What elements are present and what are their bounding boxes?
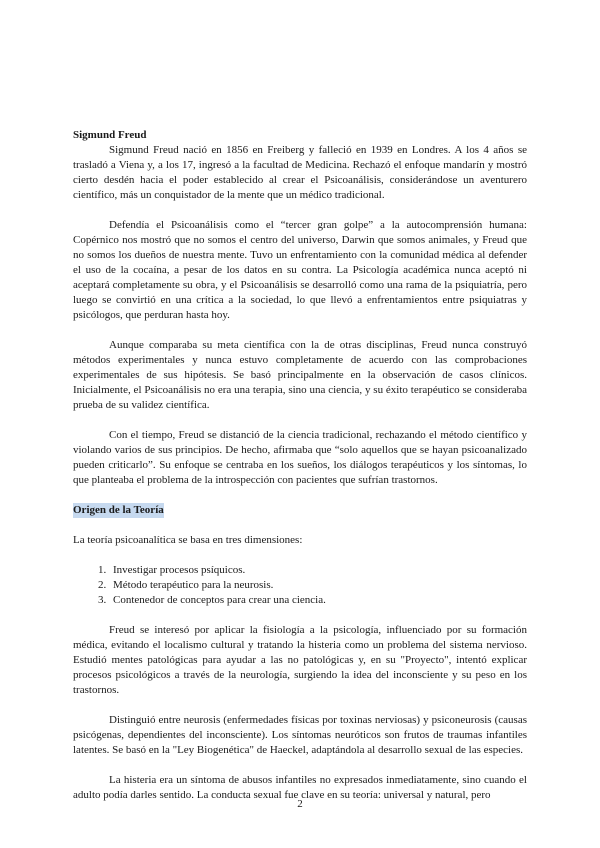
spacer [73,203,527,218]
list-item: 3. Contenedor de conceptos para crear una ciencia. [109,593,527,608]
paragraph-birth: Sigmund Freud nació en 1856 en Freiberg y falleció en 1939 en Londres. A los 4 años se trasladó a Viena y, a los 17, ingresó a la facultad de Medicina. Rechazó el enfoque mandarín y mostró cierto desdén hacia el poder establecido al crear el Psicoanálisis, considerándose un aventurero científico, más un conquistador de la mente que un médico tradicional. [73,144,527,201]
list-item: 1. Investigar procesos psíquicos. [109,563,527,578]
paragraph-physiology: Freud se interesó por aplicar la fisiología a la psicología, influenciado por su formación médica, evitando el localismo cultural y tratando la histeria como un problema del sistema nervioso. Estudió mentes patológicas para ayudar a las no patológicas y, en su "Proyecto", intentó explicar procesos psicológicos a través de la neurología, surgiendo la idea del inconsciente y su peso en los trastornos. [73,624,527,696]
section-intro: La teoría psicoanalítica se basa en tres dimensiones: [73,534,303,546]
spacer [73,413,527,428]
page-number: 2 [297,798,303,810]
spacer [73,758,527,773]
paragraph-scientific-goal: Aunque comparaba su meta científica con la de otras disciplinas, Freud nunca construyó métodos experimentales y nunca estuvo completamente de acuerdo con las comprobaciones experimentales de sus hipótesis. Se basó principalmente en la observación de casos clínicos. Inicialmente, el Psicoanálisis no era una terapia, sino una ciencia, y su éxito terapéutico se consideraba prueba de su validez científica. [73,339,527,411]
spacer [73,518,527,533]
paragraph-distancing: Con el tiempo, Freud se distanció de la ciencia tradicional, rechazando el método científico y violando varios de sus principios. De hecho, afirmaba que “solo aquellos que se hayan psicoanalizado pueden criticarlo”. Su enfoque se centraba en los sueños, los diálogos terapéuticos y los síntomas, lo que planteaba el problema de la introspección con pacientes que sufrían trastornos. [73,429,527,486]
spacer [73,608,527,623]
spacer [73,488,527,503]
section-heading-origin: Origen de la Teoría [73,504,164,516]
paragraph-third-blow: Defendía el Psicoanálisis como el “tercer gran golpe” a la autocomprensión humana: Copérnico nos mostró que no somos el centro del universo, Darwin que somos animales, y Freud que no somos los dueños de nuestra mente. Tuvo un enfrentamiento con la comunidad médica al defender el uso de la cocaína, a pesar de los datos en su contra. La Psicología académica nunca aceptó ni aceptará completamente su obra, y el Psicoanálisis se desarrolló como una rama de la psiquiatría, pero luego se convirtió en una crítica a la sociedad, lo que llevó a enfrentamientos entre psiquiatras y psicólogos, que perduran hasta hoy. [73,219,527,321]
spacer [73,698,527,713]
spacer [73,548,527,563]
paragraph-neurosis: Distinguió entre neurosis (enfermedades físicas por toxinas nerviosas) y psiconeurosis (causas psicógenas, dependientes del inconsciente). Los síntomas neuróticos son frutos de traumas infantiles latentes. Se basó en la "Ley Biogenética" de Haeckel, adaptándola al desarrollo sexual de las especies. [73,714,527,756]
spacer [73,323,527,338]
document-title: Sigmund Freud [73,129,147,141]
list-item: 2. Método terapéutico para la neurosis. [109,578,527,593]
dimensions-list [73,563,527,608]
paragraph-hysteria: La histeria era un síntoma de abusos infantiles no expresados inmediatamente, sino cuando el adulto podía darles sentido. La conducta sexual fue clave en su teoría: universal y natural, pero [73,774,527,801]
